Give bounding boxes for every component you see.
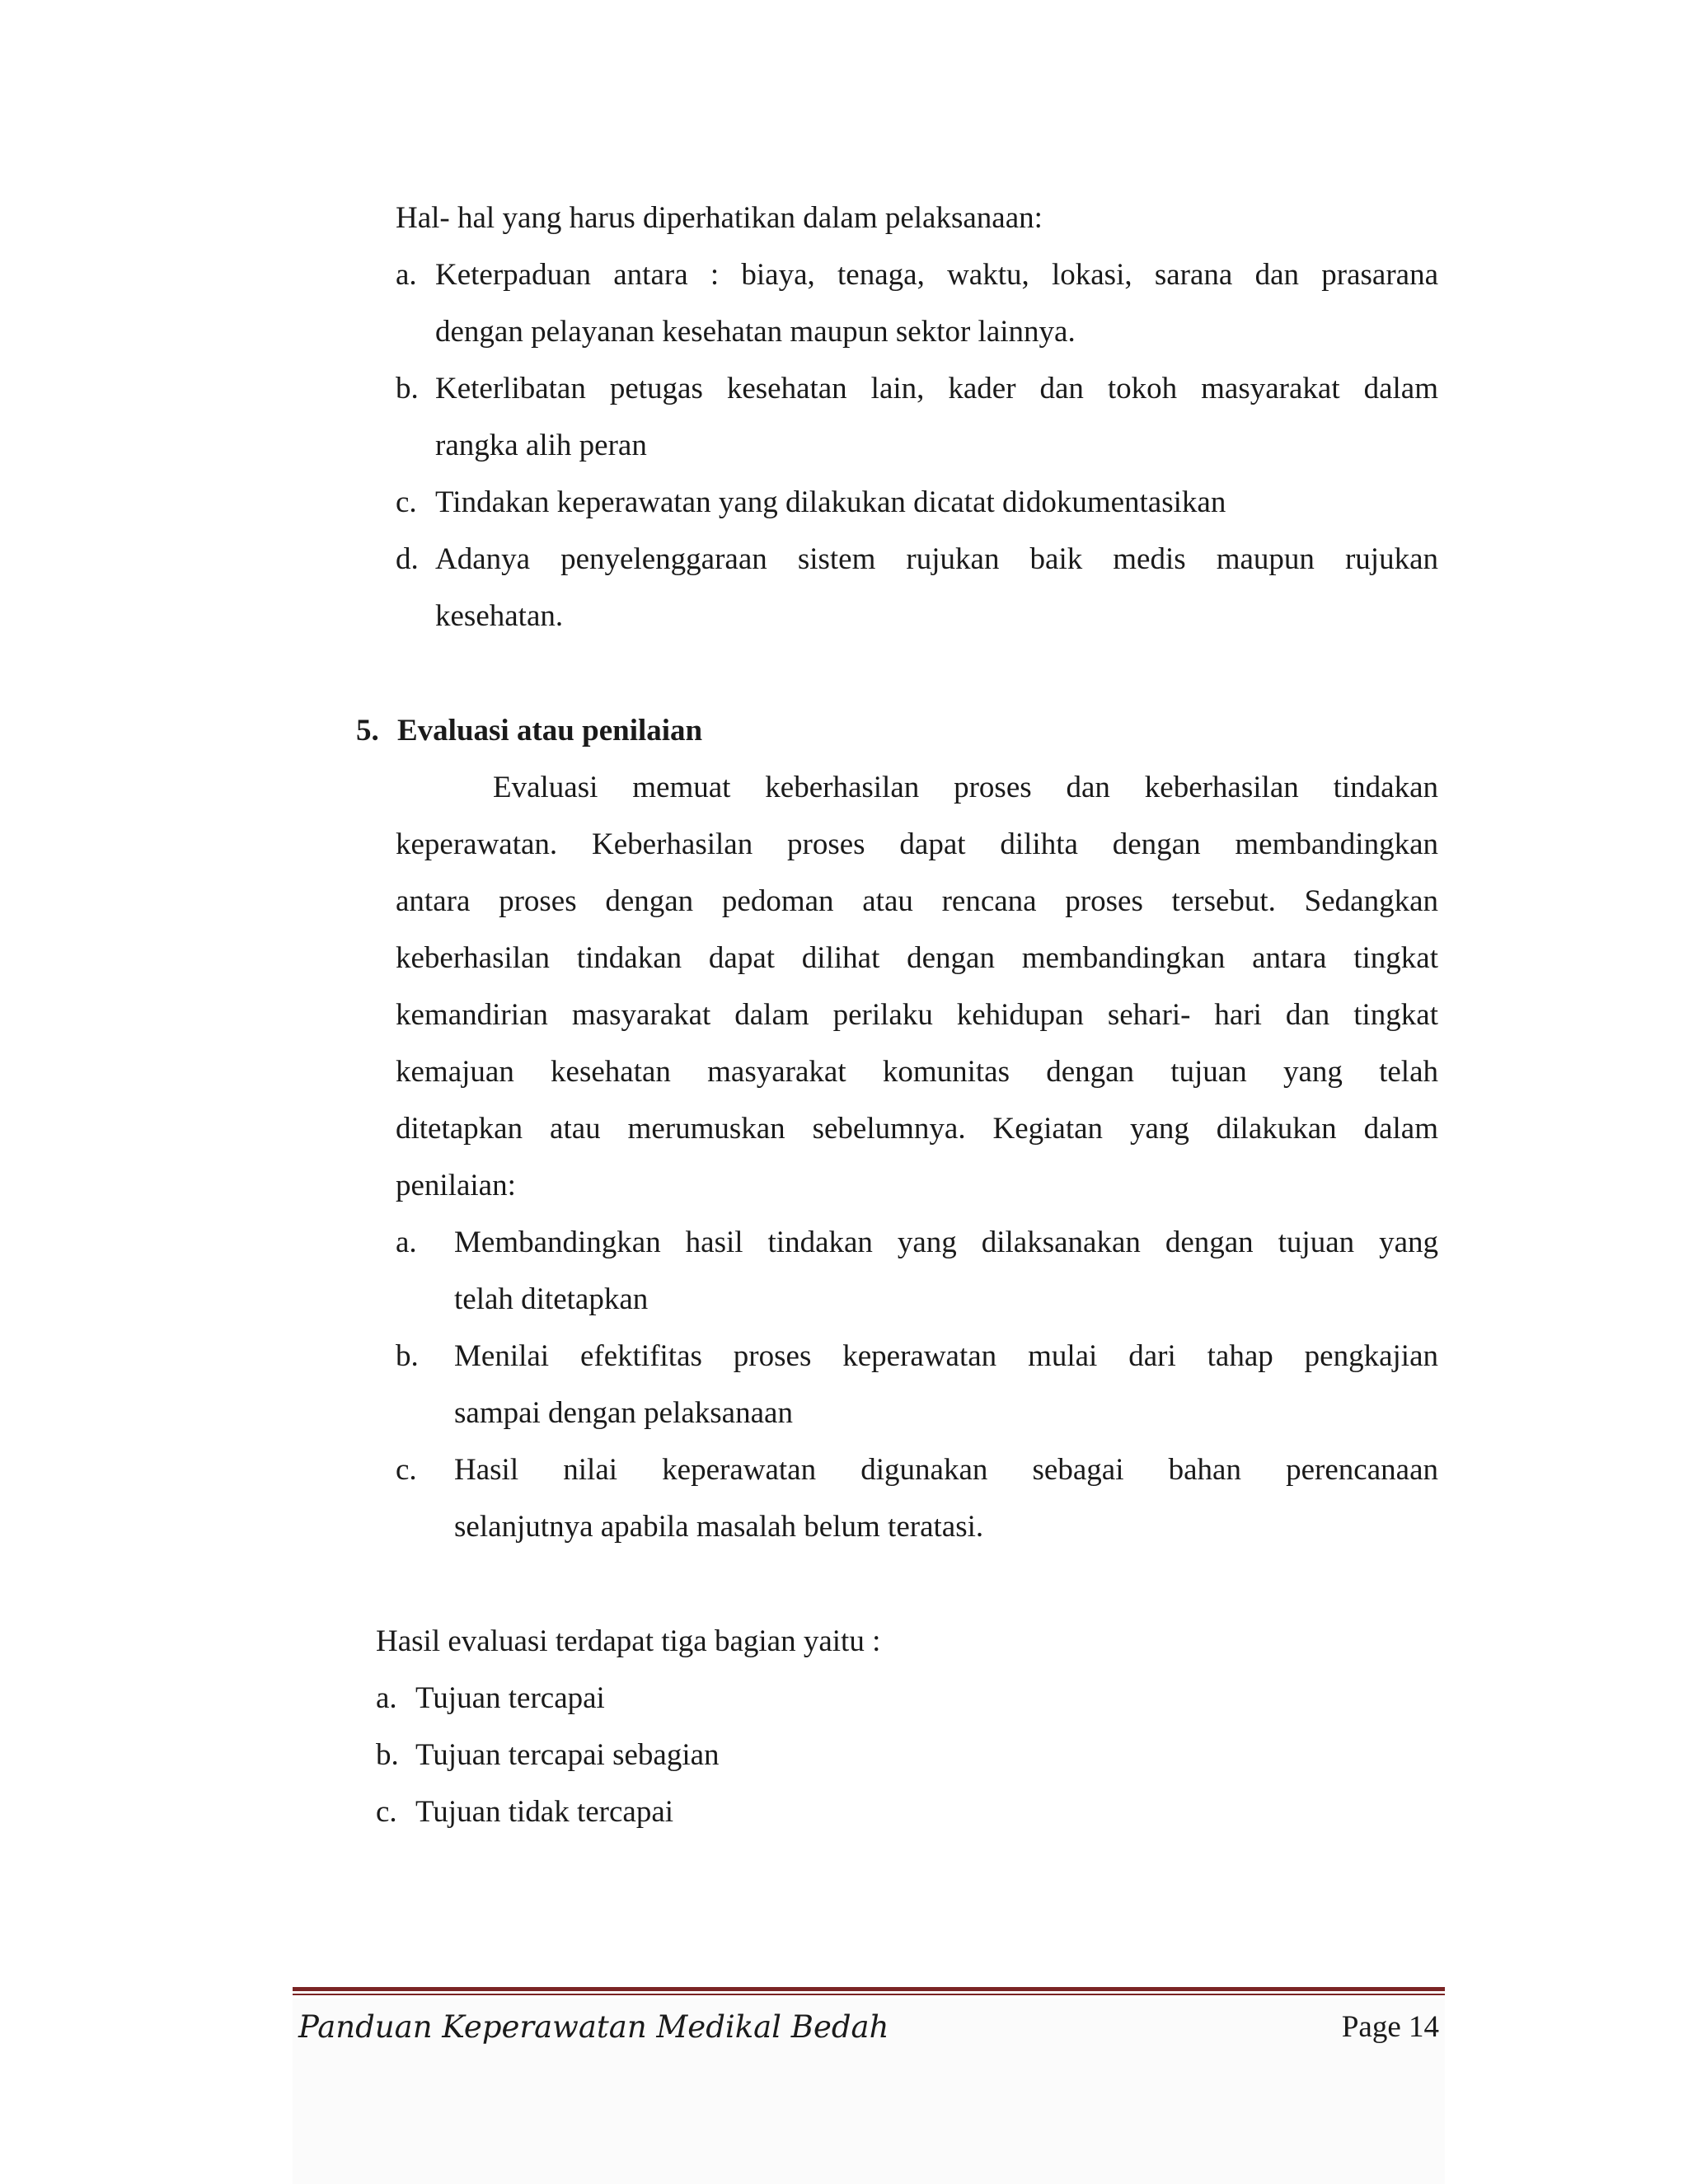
footer-rule	[293, 1987, 1445, 1991]
section-number: 5.	[356, 714, 379, 748]
list-marker: c.	[376, 1795, 397, 1829]
paragraph-line: antara proses dengan pedoman atau rencana proses tersebut. Sedangkan	[396, 884, 1438, 918]
paragraph-line: Evaluasi memuat keberhasilan proses dan keberhasilan tindakan	[493, 771, 1438, 804]
list-marker: c.	[396, 1453, 417, 1487]
paragraph-line: penilaian:	[396, 1169, 516, 1202]
list-item-line: rangka alih peran	[435, 429, 647, 462]
paragraph-line: kemandirian masyarakat dalam perilaku kehidupan sehari- hari dan tingkat	[396, 998, 1438, 1032]
list-item-line: kesehatan.	[435, 599, 564, 633]
paragraph-line: keberhasilan tindakan dapat dilihat dengan membandingkan antara tingkat	[396, 941, 1438, 975]
list-item-line: Tujuan tidak tercapai	[415, 1795, 674, 1829]
list-item-line: dengan pelayanan kesehatan maupun sektor lainnya.	[435, 315, 1076, 349]
list-item-line: Hasil nilai keperawatan digunakan sebagai bahan perencanaan	[454, 1453, 1438, 1487]
paragraph-line: keperawatan. Keberhasilan proses dapat dilihta dengan membandingkan	[396, 827, 1438, 861]
section-title: Evaluasi atau penilaian	[397, 714, 703, 748]
paragraph-line: kemajuan kesehatan masyarakat komunitas dengan tujuan yang telah	[396, 1055, 1438, 1089]
list-marker: b.	[396, 1339, 419, 1373]
page-number: Page 14	[1341, 2010, 1439, 2044]
list-marker: b.	[396, 372, 419, 405]
list-marker: c.	[396, 485, 417, 519]
list-marker: a.	[376, 1681, 397, 1715]
list-item-line: Keterlibatan petugas kesehatan lain, kader dan tokoh masyarakat dalam	[435, 372, 1438, 405]
list-item-line: Adanya penyelenggaraan sistem rujukan baik medis maupun rujukan	[435, 542, 1438, 576]
list-marker: a.	[396, 1226, 417, 1259]
results-heading: Hasil evaluasi terdapat tiga bagian yaitu :	[376, 1624, 881, 1658]
list-marker: d.	[396, 542, 419, 576]
list-item-line: Menilai efektifitas proses keperawatan mulai dari tahap pengkajian	[454, 1339, 1438, 1373]
list-item-line: Keterpaduan antara : biaya, tenaga, waktu, lokasi, sarana dan prasarana	[435, 258, 1438, 292]
list-marker: a.	[396, 258, 417, 292]
footer-rule-thin	[293, 1994, 1445, 1995]
list-item-line: Membandingkan hasil tindakan yang dilaksanakan dengan tujuan yang	[454, 1226, 1438, 1259]
list-item-line: selanjutnya apabila masalah belum teratasi.	[454, 1510, 984, 1544]
paragraph-line: ditetapkan atau merumuskan sebelumnya. Kegiatan yang dilakukan dalam	[396, 1112, 1438, 1146]
list-marker: b.	[376, 1738, 399, 1772]
list-item-line: Tindakan keperawatan yang dilakukan dicatat didokumentasikan	[435, 485, 1226, 519]
list-item-line: telah ditetapkan	[454, 1282, 649, 1316]
intro-heading: Hal- hal yang harus diperhatikan dalam pelaksanaan:	[396, 201, 1043, 235]
list-item-line: sampai dengan pelaksanaan	[454, 1396, 793, 1430]
list-item-line: Tujuan tercapai sebagian	[415, 1738, 720, 1772]
footer-title: Panduan Keperawatan Medikal Bedah	[298, 2009, 889, 2045]
list-item-line: Tujuan tercapai	[415, 1681, 605, 1715]
